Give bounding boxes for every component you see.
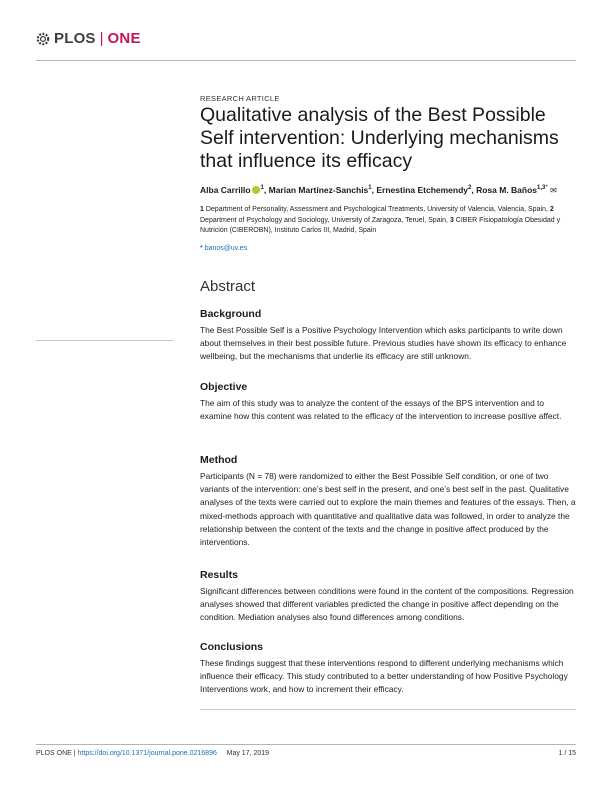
plos-gear-icon [36, 32, 50, 46]
email-link[interactable]: banos@uv.es [204, 245, 248, 252]
journal-logo[interactable] [36, 30, 141, 47]
author-affil-sup: 2 [468, 185, 472, 192]
section-heading-results: Results [200, 569, 238, 581]
affiliation-number: 2 [549, 206, 554, 213]
author-affil-sup: 1 [260, 185, 264, 192]
author-name[interactable]: Ernestina Etchemendy [376, 185, 469, 195]
author-affil-sup: 1 [368, 185, 372, 192]
footer-doi-link[interactable]: https://doi.org/10.1371/journal.pone.0216896 [77, 750, 217, 757]
section-text-results: Significant differences between conditions were found in the content of the compositions. Regression analyses showed that different variables predicted the change in positive affect depending on the condition. Mediation analyses also found differences among conditions. [200, 586, 574, 623]
section-heading-method: Method [200, 454, 238, 466]
affiliations [200, 205, 576, 237]
section-text-objective: The aim of this study was to analyze the content of the essays of the BPS intervention and to examine how this content was related to the efficacy of the intervention to increase positive affect. [200, 398, 562, 422]
section-heading-objective: Objective [200, 381, 248, 393]
corresponding-author-marker: * [545, 185, 548, 192]
section-heading-background: Background [200, 308, 262, 320]
orcid-icon[interactable] [252, 186, 260, 194]
affiliation-text: Department of Psychology and Sociology, University of Zaragoza, Teruel, Spain, [200, 216, 448, 224]
header-rule [36, 60, 576, 61]
footer-separator: | [73, 750, 76, 757]
email-envelope-icon[interactable]: ✉ [550, 186, 557, 195]
article-title: Qualitative analysis of the Best Possible Self intervention: Underlying mechanisms that influence its efficacy [200, 104, 559, 172]
author-name[interactable]: Rosa M. Baños [476, 185, 538, 195]
author-list: Alba Carrillo $^1$, Marian Martínez-Sanchis$^1$, Ernestina Etchemendy$^2$, Rosa M. Baños$^{1,3*}$ ✉ [200, 185, 557, 195]
abstract-heading: Abstract [200, 278, 256, 295]
logo-one-text: ONE [107, 30, 141, 47]
abstract-end-rule [200, 709, 576, 710]
logo-separator: | [99, 30, 104, 47]
section-text-conclusions: These findings suggest that these interventions respond to different underlying mechanisms which influence their efficacy. This study contributed to a better understanding of how Positive Psychology Interventions work, and how to increment their efficacy. [200, 658, 568, 695]
author-affil-sup: 1,3 [537, 185, 546, 192]
author-name[interactable]: Alba Carrillo [200, 185, 251, 195]
article-type: RESEARCH ARTICLE [200, 94, 280, 103]
section-heading-conclusions: Conclusions [200, 641, 264, 653]
logo-plos-text: PLOS [54, 30, 96, 47]
email-marker: * [200, 245, 203, 252]
corresponding-email [200, 245, 576, 252]
page-number: 1 / 15 [558, 750, 576, 757]
footer-journal: PLOS ONE [36, 750, 72, 757]
affiliation-text: CIBER Fisiopatología Obesidad y Nutrición (CIBEROBN), Instituto Carlos III, Madrid, Spain [200, 216, 561, 234]
affiliation-text: Department of Personality, Assessment and Psychological Treatments, University of Valencia, Valencia, Spain, [205, 206, 548, 213]
affiliation-number: 1 [200, 206, 204, 213]
affiliation-number: 3 [449, 216, 454, 224]
margin-rule [36, 340, 174, 341]
page-footer [36, 750, 269, 757]
footer-date: May 17, 2019 [226, 750, 270, 757]
footer-rule [36, 744, 576, 745]
section-text-method: Participants (N = 78) were randomized to either the Best Possible Self condition, or one of two variants of the intervention: one’s best self in the present, and one’s best self in the past. Qualitative analyses of the texts were carried out to explore the main themes and features of the essays. Then, a mixed-methods approach with quantitative and qualitative data was followed, in order to analyze the relationship between the content of the texts and the change in positive affect produced by the interventions. [200, 471, 576, 548]
section-text-background: The Best Possible Self is a Positive Psychology Intervention which asks participants to write down about themselves in their best possible future. Previous studies have shown its efficacy to enhance wellbeing, but the mechanisms that underlie its efficacy are still unknown. [200, 325, 567, 362]
author-name[interactable]: Marian Martínez-Sanchis [268, 185, 369, 195]
